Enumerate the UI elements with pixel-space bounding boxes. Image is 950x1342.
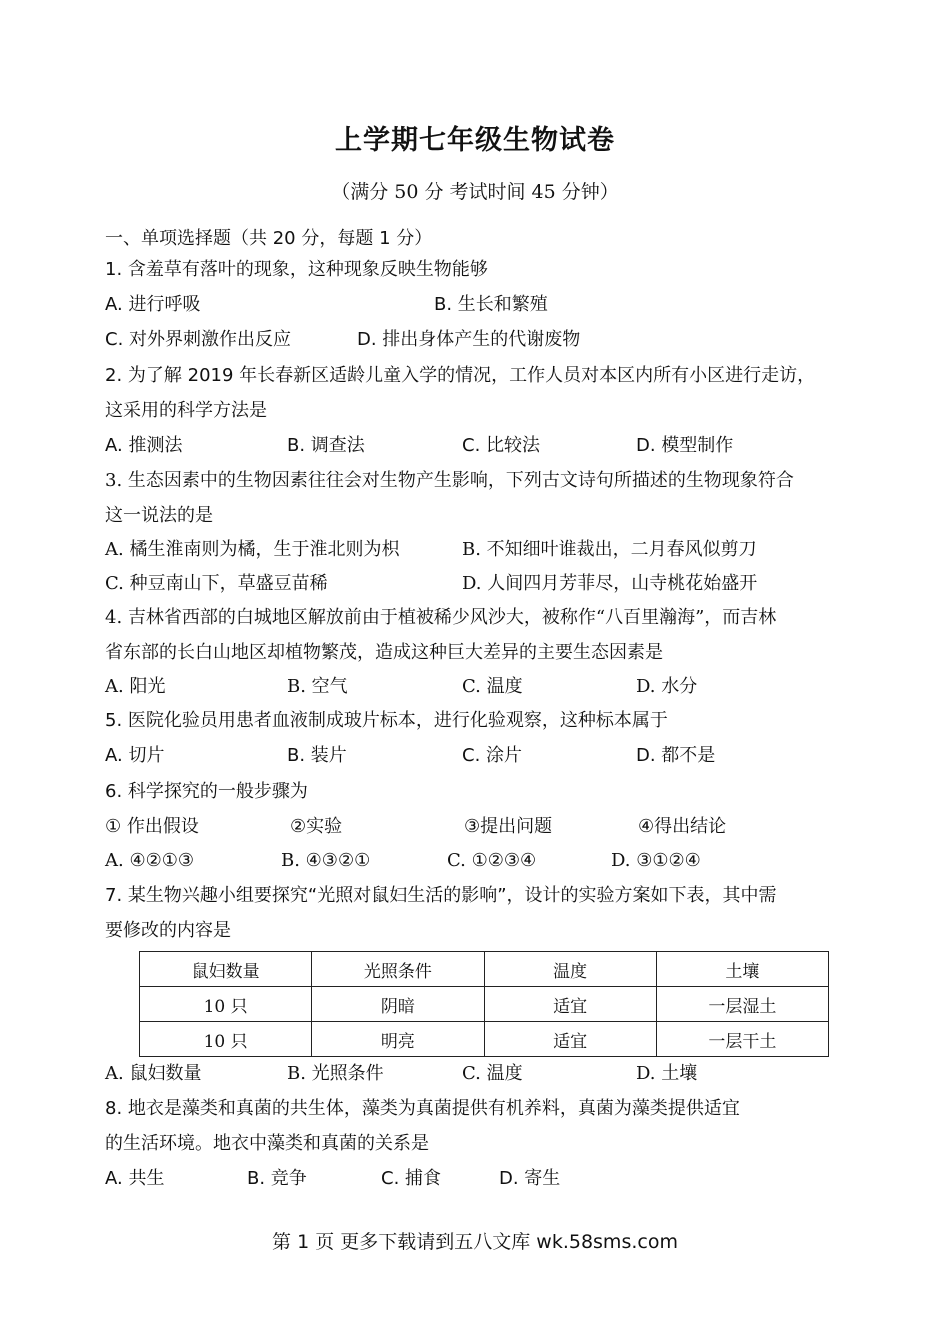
table-cell: 一层干土 [656, 1022, 828, 1057]
q8-option-b: B. 竞争 [247, 1168, 307, 1189]
q1-option-b: B. 生长和繁殖 [434, 294, 548, 315]
table-cell: 一层湿土 [656, 987, 828, 1022]
q6-step-3: ③提出问题 [464, 816, 553, 837]
question-4-stem-line2: 省东部的长白山地区却植物繁茂，造成这种巨大差异的主要生态因素是 [105, 642, 663, 663]
table-header-cell: 鼠妇数量 [140, 952, 312, 987]
page-footer: 第 1 页 更多下载请到五八文库 wk.58sms.com [272, 1231, 678, 1253]
q3-option-c: C. 种豆南山下，草盛豆苗稀 [105, 573, 328, 594]
q3-option-d: D. 人间四月芳菲尽，山寺桃花始盛开 [462, 573, 758, 594]
table-row [140, 987, 829, 1022]
table-row [140, 1022, 829, 1057]
table-header-cell: 光照条件 [312, 952, 484, 987]
question-8-stem-line1: 8. 地衣是藻类和真菌的共生体，藻类为真菌提供有机养料，真菌为藻类提供适宜 [105, 1098, 740, 1119]
table-cell: 阴暗 [312, 987, 484, 1022]
question-6-stem: 6. 科学探究的一般步骤为 [105, 781, 308, 802]
question-3-stem-line2: 这一说法的是 [105, 505, 213, 526]
q6-option-b: B. ④③②① [281, 850, 371, 871]
q5-option-c: C. 涂片 [462, 745, 523, 766]
section-heading: 一、单项选择题（共 20 分，每题 1 分） [105, 228, 433, 249]
q2-option-c: C. 比较法 [462, 435, 541, 456]
page-title: 上学期七年级生物试卷 [335, 125, 615, 156]
question-7-stem-line2: 要修改的内容是 [105, 920, 231, 941]
table-cell: 适宜 [484, 1022, 656, 1057]
question-4-stem-line1: 4. 吉林省西部的白城地区解放前由于植被稀少风沙大，被称作“八百里瀚海”，而吉林 [105, 607, 777, 628]
q3-option-a: A. 橘生淮南则为橘，生于淮北则为枳 [105, 539, 400, 560]
q4-option-b: B. 空气 [287, 676, 348, 697]
question-2-stem-line1: 2. 为了解 2019 年长春新区适龄儿童入学的情况，工作人员对本区内所有小区进行走访， [105, 365, 816, 386]
question-5-stem: 5. 医院化验员用患者血液制成玻片标本，进行化验观察，这种标本属于 [105, 710, 668, 731]
q5-option-a: A. 切片 [105, 745, 165, 766]
q2-option-a: A. 推测法 [105, 435, 183, 456]
table-header-cell: 温度 [484, 952, 656, 987]
q2-option-b: B. 调查法 [287, 435, 365, 456]
table-cell: 适宜 [484, 987, 656, 1022]
q4-option-c: C. 温度 [462, 676, 523, 697]
q7-option-c: C. 温度 [462, 1063, 523, 1084]
experiment-table [139, 951, 829, 1057]
q6-option-a: A. ④②①③ [105, 850, 194, 871]
q1-option-c: C. 对外界刺激作出反应 [105, 329, 292, 350]
table-cell: 10 只 [140, 1022, 312, 1057]
q8-option-c: C. 捕食 [381, 1168, 442, 1189]
question-1-stem: 1. 含羞草有落叶的现象，这种现象反映生物能够 [105, 259, 488, 280]
q4-option-a: A. 阳光 [105, 676, 166, 697]
q6-step-4: ④得出结论 [638, 816, 727, 837]
q3-option-b: B. 不知细叶谁裁出，二月春风似剪刀 [462, 539, 757, 560]
table-header-cell: 土壤 [656, 952, 828, 987]
q1-option-d: D. 排出身体产生的代谢废物 [357, 329, 581, 350]
q8-option-a: A. 共生 [105, 1168, 165, 1189]
question-8-stem-line2: 的生活环境。地衣中藻类和真菌的关系是 [105, 1133, 429, 1154]
q7-option-d: D. 土壤 [636, 1063, 698, 1084]
q5-option-d: D. 都不是 [636, 745, 716, 766]
question-7-stem-line1: 7. 某生物兴趣小组要探究“光照对鼠妇生活的影响”，设计的实验方案如下表，其中需 [105, 885, 777, 906]
table-header-row [140, 952, 829, 987]
table-cell: 明亮 [312, 1022, 484, 1057]
exam-info: （满分 50 分 考试时间 45 分钟） [331, 181, 619, 203]
q5-option-b: B. 装片 [287, 745, 347, 766]
q2-option-d: D. 模型制作 [636, 435, 734, 456]
q7-option-b: B. 光照条件 [287, 1063, 384, 1084]
q4-option-d: D. 水分 [636, 676, 698, 697]
q1-option-a: A. 进行呼吸 [105, 294, 201, 315]
q6-step-1: ① 作出假设 [105, 816, 199, 837]
table-cell: 10 只 [140, 987, 312, 1022]
question-3-stem-line1: 3. 生态因素中的生物因素往往会对生物产生影响，下列古文诗句所描述的生物现象符合 [105, 470, 794, 491]
q7-option-a: A. 鼠妇数量 [105, 1063, 202, 1084]
q6-option-c: C. ①②③④ [447, 850, 537, 871]
question-2-stem-line2: 这采用的科学方法是 [105, 400, 267, 421]
q8-option-d: D. 寄生 [499, 1168, 561, 1189]
q6-option-d: D. ③①②④ [611, 850, 701, 871]
q6-step-2: ②实验 [290, 816, 343, 837]
